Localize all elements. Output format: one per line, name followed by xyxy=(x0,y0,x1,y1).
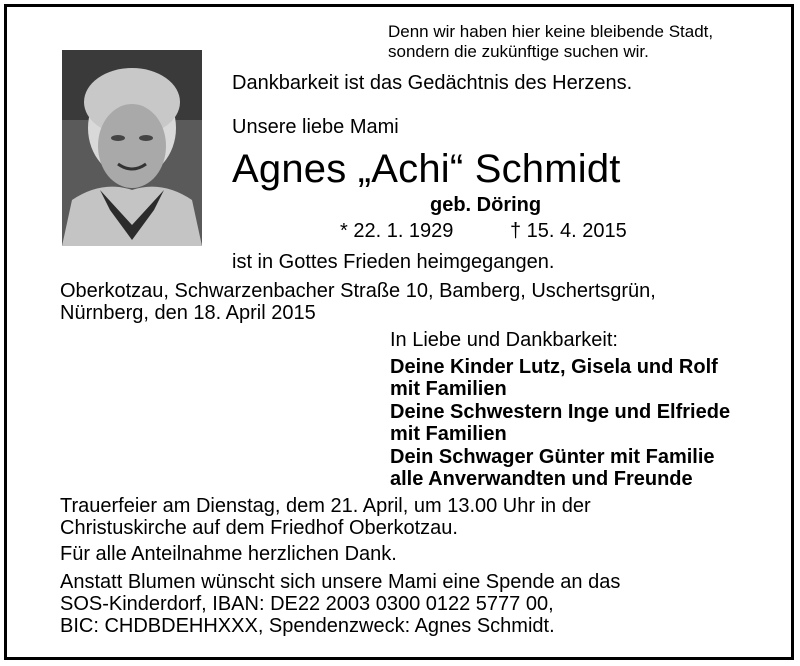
thanks-text: Für alle Anteilnahme herzlichen Dank. xyxy=(60,543,397,565)
donation-line-1: Anstatt Blumen wünscht sich unsere Mami eine Spende an das xyxy=(60,571,621,593)
funeral-line-1: Trauerfeier am Dienstag, dem 21. April, um 13.00 Uhr in der xyxy=(60,495,591,517)
funeral-info xyxy=(60,495,591,539)
place-line-2: Nürnberg, den 18. April 2015 xyxy=(60,302,316,324)
mourners-intro: In Liebe und Dankbarkeit: xyxy=(390,329,618,351)
portrait-photo xyxy=(62,50,202,246)
intro-text: Unsere liebe Mami xyxy=(232,116,399,138)
mourners-list xyxy=(390,356,730,490)
mourner-line: mit Familien xyxy=(390,378,507,401)
bible-verse-line-2: sondern die zukünftige suchen wir. xyxy=(388,42,649,61)
place-line-1: Oberkotzau, Schwarzenbacher Straße 10, Bamberg, Uschertsgrün, xyxy=(60,280,656,302)
death-date: † 15. 4. 2015 xyxy=(510,220,627,242)
place-date xyxy=(60,280,656,324)
passed-text: ist in Gottes Frieden heimgegangen. xyxy=(232,251,555,273)
quote: Dankbarkeit ist das Gedächtnis des Herzens. xyxy=(232,72,633,94)
mourner-line: Deine Kinder Lutz, Gisela und Rolf xyxy=(390,356,718,378)
donation-line-3: BIC: CHDBDEHHXXX, Spendenzweck: Agnes Schmidt. xyxy=(60,615,555,637)
donation-info xyxy=(60,571,620,637)
mourner-line: Dein Schwager Günter mit Familie xyxy=(390,445,715,468)
funeral-line-2: Christuskirche auf dem Friedhof Oberkotzau. xyxy=(60,517,458,539)
deceased-name: Agnes „Achi“ Schmidt xyxy=(232,147,621,191)
birth-date: * 22. 1. 1929 xyxy=(340,220,454,242)
mourner-line: mit Familien xyxy=(390,423,507,446)
mourner-line: Deine Schwestern Inge und Elfriede xyxy=(390,400,731,423)
bible-verse-line-1: Denn wir haben hier keine bleibende Stadt, xyxy=(388,22,714,41)
mourner-line: alle Anverwandten und Freunde xyxy=(390,468,693,491)
donation-line-2: SOS-Kinderdorf, IBAN: DE22 2003 0300 0122 5777 00, xyxy=(60,593,554,615)
bible-verse xyxy=(388,22,713,62)
maiden-name: geb. Döring xyxy=(430,194,542,216)
